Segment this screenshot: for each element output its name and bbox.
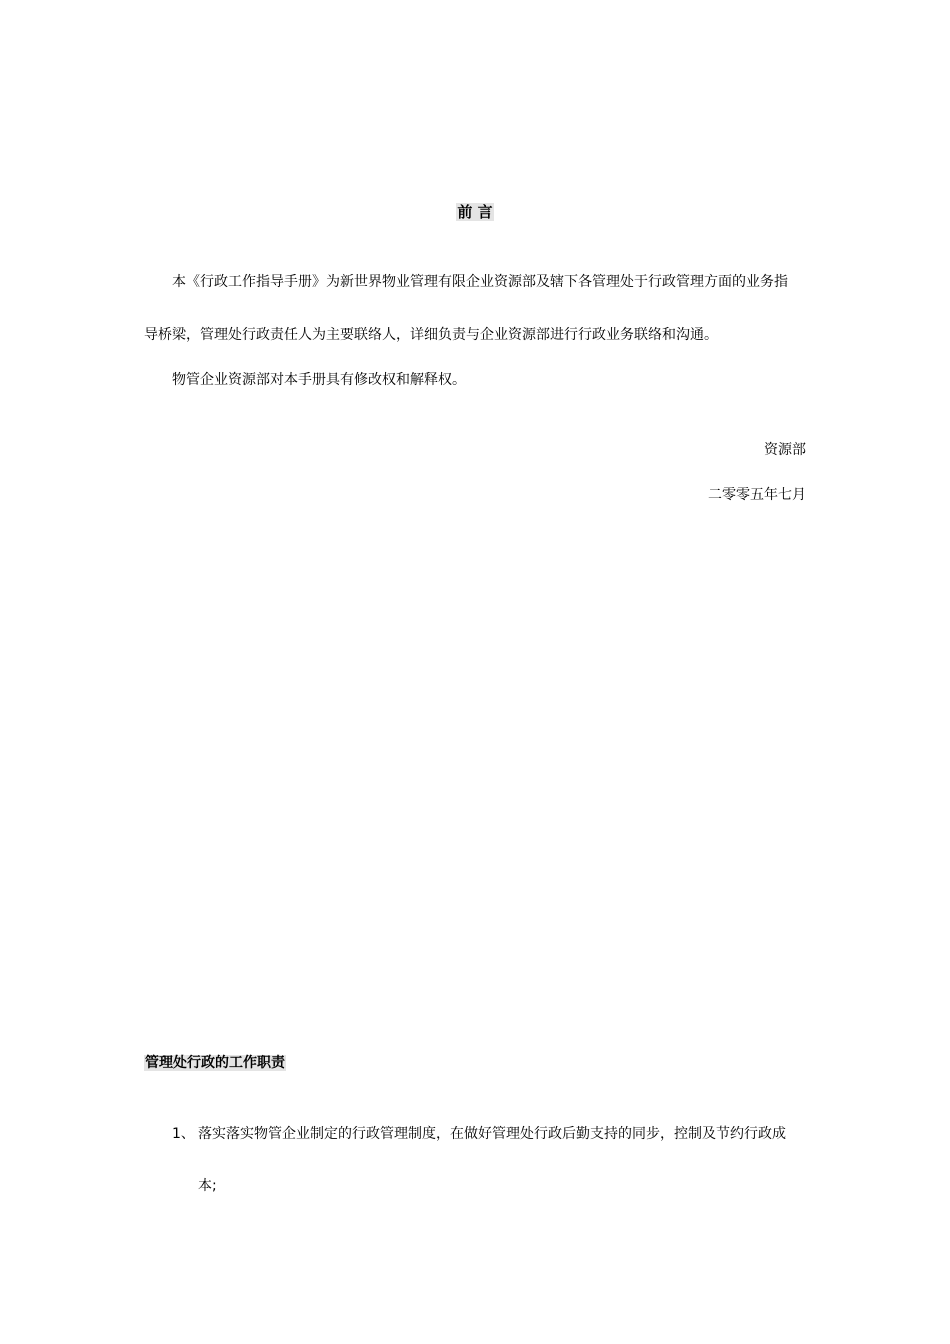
signature-date: 二零零五年七月 xyxy=(708,487,806,503)
section-heading xyxy=(144,1054,286,1072)
list-item-number: 1、 xyxy=(172,1126,195,1142)
preface-paragraph-2: 物管企业资源部对本手册具有修改权和解释权。 xyxy=(172,372,466,388)
list-item-text-line-1: 落实落实物管企业制定的行政管理制度，在做好管理处行政后勤支持的同步，控制及节约行政成 xyxy=(198,1126,786,1142)
preface-title xyxy=(0,203,950,221)
preface-title-text: 前 言 xyxy=(457,203,493,221)
preface-paragraph-1-line-1: 本《行政工作指导手册》为新世界物业管理有限企业资源部及辖下各管理处于行政管理方面的业务指 xyxy=(172,274,788,290)
preface-paragraph-1-line-2: 导桥梁，管理处行政责任人为主要联络人，详细负责与企业资源部进行行政业务联络和沟通。 xyxy=(144,327,718,343)
list-item-text-line-2: 本; xyxy=(198,1178,217,1194)
signature-department: 资源部 xyxy=(764,442,806,458)
section-heading-text: 管理处行政的工作职责 xyxy=(145,1055,285,1071)
